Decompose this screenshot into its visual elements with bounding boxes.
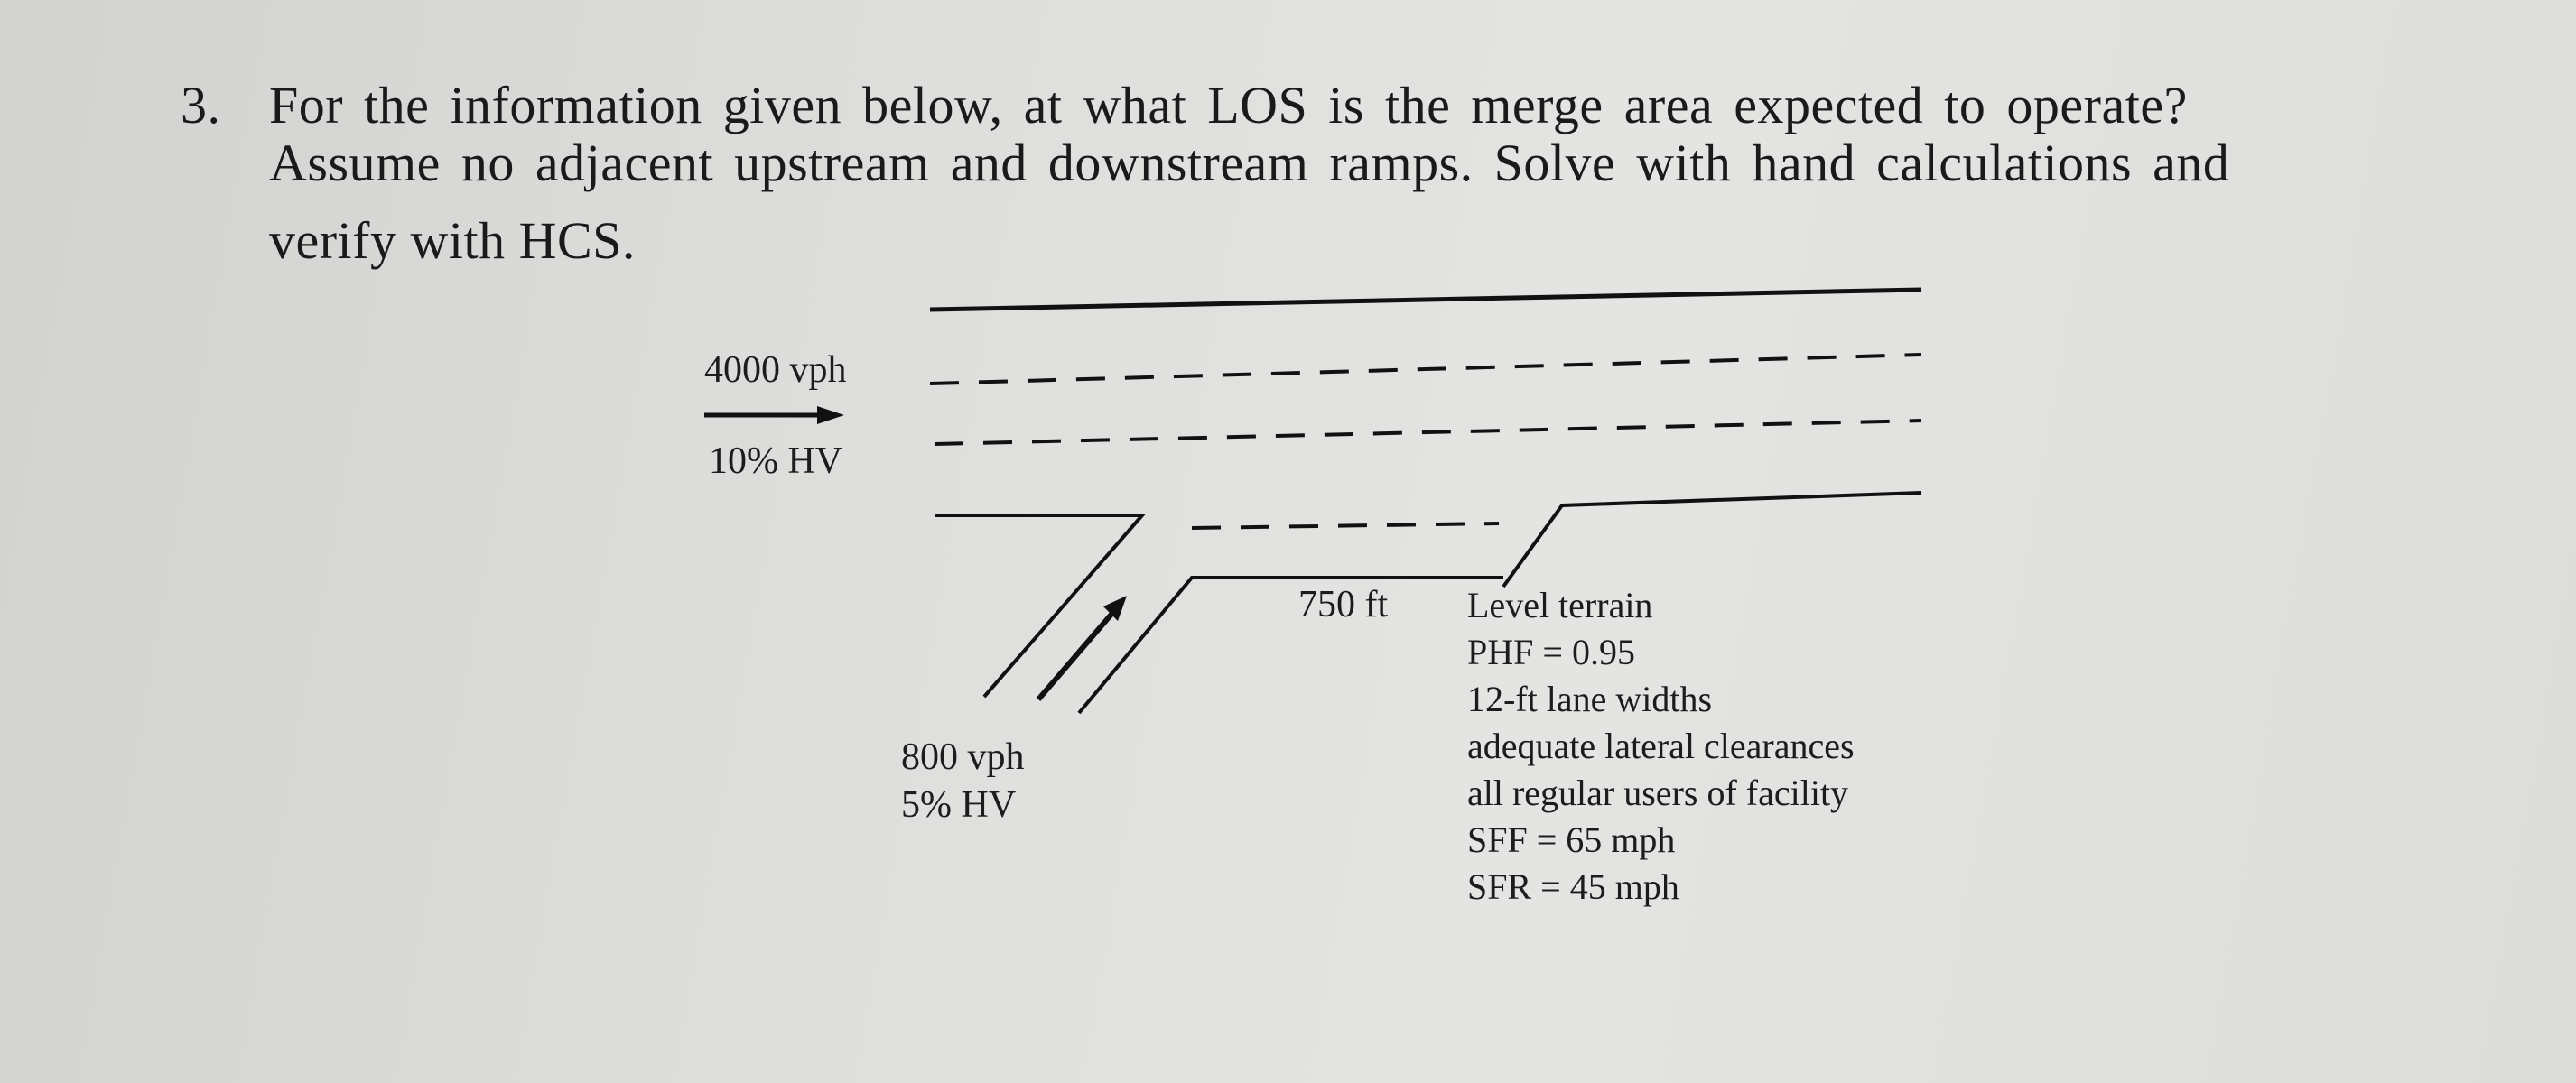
ramp-hv-label: 5% HV [901,784,1017,826]
conditions-list [1467,582,1855,911]
condition-item: Level terrain [1467,585,1653,625]
condition-item: SFF = 65 mph [1467,819,1676,860]
mainline-arrowhead [817,406,844,424]
question-line-2: Assume no adjacent upstream and downstream ramps. Solve with hand calculations and [269,134,2230,192]
accel-length-label: 750 ft [1298,584,1389,625]
mainline-hv-label: 10% HV [709,440,843,482]
question-line-1: For the information given below, at what LOS is the merge area expected to operate? [269,76,2188,134]
lane-line-1 [930,355,1921,384]
condition-item: adequate lateral clearances [1467,726,1855,766]
ramp-lower-edge [1079,578,1503,713]
freeway-top-edge [930,290,1921,310]
lane-line-2 [935,421,1921,444]
mainline-volume-label: 4000 vph [704,349,847,391]
condition-item: SFR = 45 mph [1467,866,1679,907]
question-number: 3. [181,76,221,134]
freeway-bottom-edge [1503,493,1921,587]
ramp-volume-label: 800 vph [901,736,1025,778]
question-line-3: verify with HCS. [269,211,636,270]
condition-item: 12-ft lane widths [1467,679,1713,719]
condition-item: PHF = 0.95 [1467,632,1635,672]
condition-item: all regular users of facility [1467,773,1849,813]
accel-lane-line [1192,523,1499,528]
